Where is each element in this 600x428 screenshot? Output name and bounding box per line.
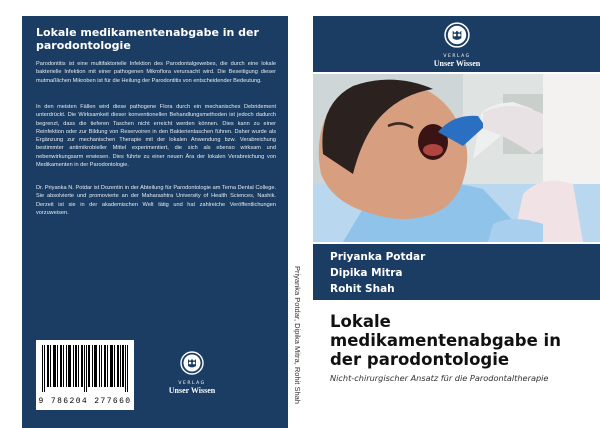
book-subtitle: Nicht-chirurgischer Ansatz für die Parodontaltherapie	[330, 373, 549, 383]
owl-emblem-icon	[444, 22, 470, 48]
back-cover-title: Lokale medikamentenabgabe in der parodontologie	[36, 26, 259, 52]
author-bio: Dr. Priyanka N. Potdar ist Dozentin in der Abteilung für Parodontologie am Terna Dental College. Sie absolvierte und promovierte an der Maharashtra University of Health Sciences, Nashik. Derzeit ist sie in der akademischen Welt tätig und hat zahlreiche Veröffentlichungen vorzuweisen.	[36, 185, 276, 216]
author-2: Dipika Mitra	[330, 267, 403, 279]
barcode-bars	[42, 345, 128, 392]
front-header-band	[313, 16, 600, 72]
isbn-barcode	[36, 340, 134, 410]
author-3: Rohit Shah	[330, 283, 395, 295]
back-cover-paragraph-2: In den meisten Fällen wird diese pathogene Flora durch ein mechanisches Debridement unterdrückt. Die Wirksamkeit dieser konventionellen Behandlungsmethoden ist jedoch dadurch begrenzt, dass die tieferen Taschen nicht erreicht werden können. Dies kann zu einer Reinfektion oder zur Bildung von Reservoiren in den Bakterientaschen führen. Daher wurde als Ergänzung zur mechanischen Therapie mit der lokalen Anwendung bzw. Verabreichung bestimmter antimikrobieller Mittel experimentiert, die sich als ebenso wirksam und nebenwirkungsarm erwiesen. Dies führte zu einer neuen Ära der lokalen Verabreichung von Medikamenten in der Parodontologie.	[36, 104, 276, 169]
back-cover	[22, 16, 288, 428]
book-title: Lokale medikamentenabgabe in der parodontologie	[330, 312, 561, 369]
front-publisher-logo	[417, 22, 497, 68]
back-logo-name: Unser Wissen	[168, 386, 216, 395]
owl-emblem-icon	[180, 351, 204, 375]
dental-patient-photo	[313, 74, 600, 242]
back-cover-paragraph-1: Parodontitis ist eine multifaktorielle Infektion des Parodontalgewebes, die durch eine lokale bakterielle Infektion mit einer pathogenen Mikroflora verursacht wird. Die Beseitigung dieser mutmaßlichen Mikroben ist für die Heilung der Parodontitis von entscheidender Bedeutung.	[36, 61, 276, 84]
author-1: Priyanka Potdar	[330, 251, 426, 263]
front-cover	[313, 16, 600, 428]
spine	[288, 16, 313, 428]
front-logo-verlag: VERLAG	[443, 54, 471, 59]
back-logo-verlag: VERLAG	[178, 381, 206, 386]
authors-band	[313, 244, 600, 300]
front-logo-name: Unser Wissen	[433, 59, 481, 68]
back-publisher-logo	[167, 351, 217, 395]
spine-authors: Priyanka Potdar, Dipika Mitra, Rohit Shah	[293, 266, 302, 404]
isbn-number: 9 786204 277660	[38, 397, 132, 406]
